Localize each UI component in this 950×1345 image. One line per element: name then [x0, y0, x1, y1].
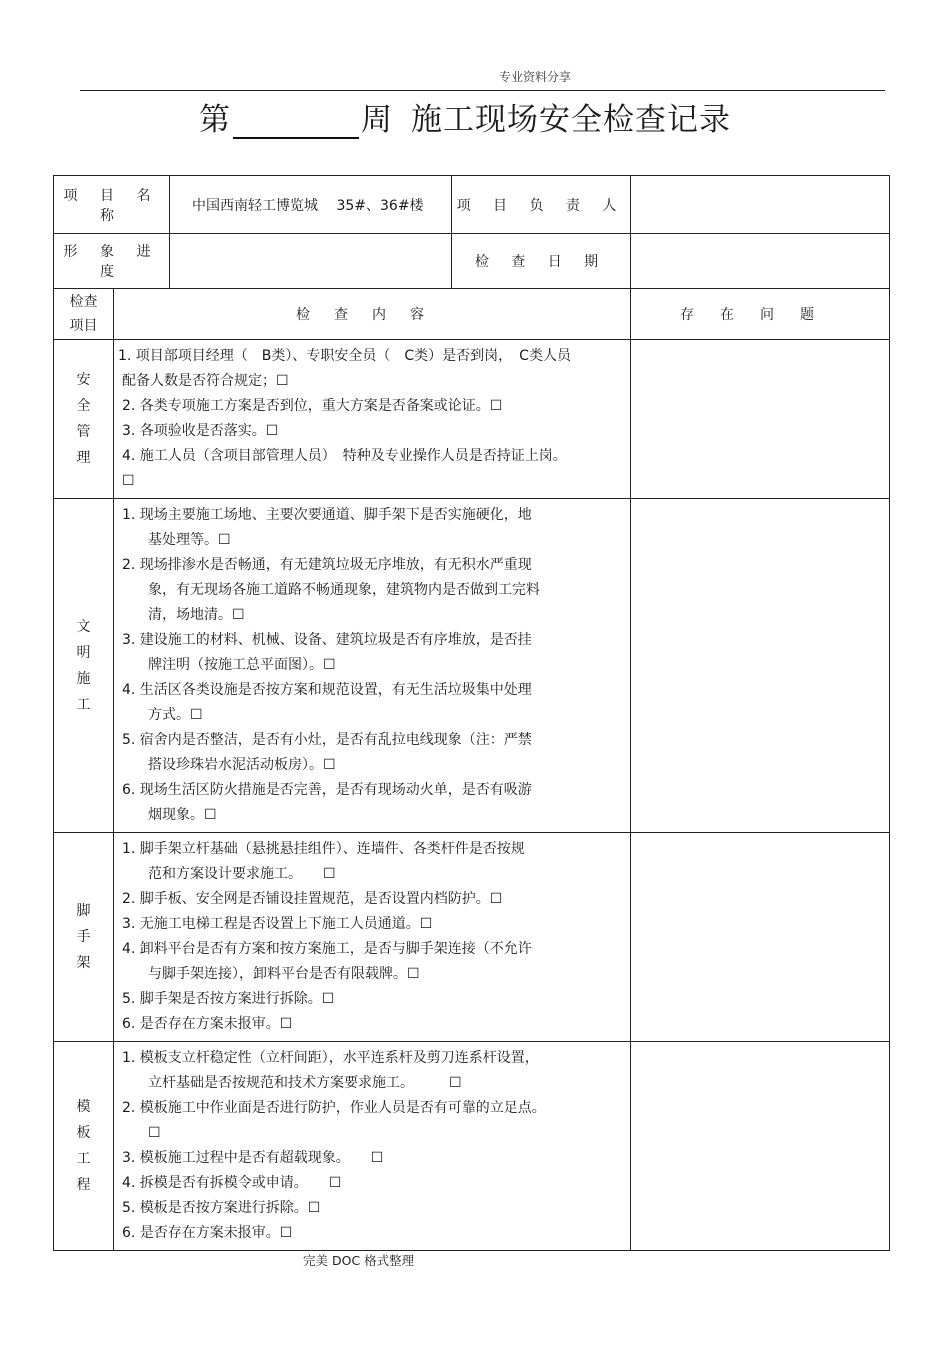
civilized-line[interactable]: 象，有无现场各施工道路不畅通现象，建筑物内是否做到工完料: [148, 582, 540, 598]
title-prefix: 第: [199, 102, 231, 138]
scaffold-category-char: 手: [76, 929, 91, 945]
scaffold-line[interactable]: 6. 是否存在方案未报审。☐: [122, 1016, 293, 1032]
category-header-line2: 项目: [69, 318, 98, 334]
row-column-headers: [54, 289, 890, 340]
formwork-line[interactable]: 2. 模板施工中作业面是否进行防护，作业人员是否有可靠的立足点。: [122, 1100, 546, 1116]
formwork-line[interactable]: ☐: [148, 1125, 161, 1141]
civilized-category-char: 文: [76, 618, 91, 635]
footer-note: 完美 DOC 格式整理: [303, 1253, 415, 1268]
formwork-category-char: 工: [76, 1151, 91, 1167]
civilized-line[interactable]: 方式。☐: [148, 707, 203, 723]
civilized-line[interactable]: 搭设珍珠岩水泥活动板房）。☐: [148, 757, 336, 773]
progress-label: 形 象 进 度: [54, 234, 170, 289]
week-number-blank[interactable]: [233, 103, 359, 139]
formwork-line[interactable]: 3. 模板施工过程中是否有超载现象。 ☐: [122, 1150, 384, 1166]
manager-label: 项 目 负 责 人: [452, 176, 631, 234]
formwork-issues-cell[interactable]: [631, 1042, 890, 1251]
header-note: 专业资料分享: [498, 70, 571, 84]
section-formwork: [54, 1042, 890, 1251]
scaffold-line[interactable]: 4. 卸料平台是否有方案和按方案施工，是否与脚手架连接（不允许: [122, 941, 532, 957]
progress-value[interactable]: [170, 234, 452, 289]
safety-line[interactable]: 1. 项目部项目经理（ B类）、专职安全员（ C类）是否到岗， C类人员: [118, 348, 571, 364]
safety-category-char: 理: [76, 450, 91, 466]
scaffold-line[interactable]: 范和方案设计要求施工。 ☐: [148, 866, 336, 882]
safety-line[interactable]: 4. 施工人员（含项目部管理人员） 特种及专业操作人员是否持证上岗。: [122, 448, 567, 464]
formwork-line[interactable]: 5. 模板是否按方案进行拆除。☐: [122, 1200, 321, 1216]
formwork-category-char: 程: [76, 1177, 91, 1193]
civilized-line[interactable]: 牌注明（按施工总平面图）。☐: [148, 657, 336, 673]
safety-line[interactable]: 3. 各项验收是否落实。☐: [122, 423, 279, 439]
section-scaffold: [54, 833, 890, 1042]
formwork-line[interactable]: 4. 拆模是否有拆模令或申请。 ☐: [122, 1175, 342, 1191]
scaffold-line[interactable]: 3. 无施工电梯工程是否设置上下施工人员通道。☐: [122, 916, 433, 932]
safety-line[interactable]: 配备人数是否符合规定；☐: [122, 373, 289, 389]
scaffold-category-char: 脚: [76, 903, 91, 919]
civilized-items: [114, 499, 631, 833]
project-name-label: 项 目 名 称: [54, 176, 170, 234]
scaffold-line[interactable]: 1. 脚手架立杆基础（悬挑悬挂组件）、连墙件、各类杆件是否按规: [122, 841, 525, 857]
project-name-value[interactable]: 中国西南轻工博览城 35#、36#楼: [170, 176, 452, 234]
issues-header: 存在问题: [631, 289, 890, 340]
scaffold-category: [54, 833, 114, 1042]
row-progress: [54, 234, 890, 289]
page-title: [0, 94, 930, 139]
civilized-category-char: 施: [76, 670, 91, 687]
safety-line[interactable]: 2. 各类专项施工方案是否到位，重大方案是否备案或论证。☐: [122, 398, 503, 414]
formwork-category-char: 板: [76, 1125, 91, 1141]
manager-value[interactable]: [631, 176, 890, 234]
formwork-category: [54, 1042, 114, 1251]
formwork-line[interactable]: 6. 是否存在方案未报审。☐: [122, 1225, 293, 1241]
civilized-line[interactable]: 基处理等。☐: [148, 532, 231, 548]
content-header: 检查内容: [114, 289, 631, 340]
safety-line[interactable]: ☐: [122, 473, 135, 489]
civilized-line[interactable]: 清，场地清。☐: [148, 607, 245, 623]
formwork-items: [114, 1042, 631, 1251]
section-civilized: [54, 499, 890, 833]
safety-category-char: 管: [76, 424, 91, 440]
header-rule: [80, 90, 885, 91]
title-week: 周: [361, 102, 393, 138]
civilized-line[interactable]: 6. 现场生活区防火措施是否完善，是否有现场动火单，是否有吸游: [122, 782, 532, 798]
civilized-line[interactable]: 5. 宿舍内是否整洁，是否有小灶，是否有乱拉电线现象（注：严禁: [122, 732, 532, 748]
formwork-line[interactable]: 1. 模板支立杆稳定性（立杆间距），水平连系杆及剪刀连系杆设置，: [122, 1050, 539, 1066]
formwork-category-char: 模: [76, 1099, 91, 1115]
safety-category: [54, 340, 114, 499]
civilized-category-char: 明: [76, 644, 91, 661]
civilized-line[interactable]: 3. 建设施工的材料、机械、设备、建筑垃圾是否有序堆放，是否挂: [122, 632, 532, 648]
inspection-table: [53, 175, 890, 1251]
safety-category-char: 安: [76, 372, 91, 388]
category-header: [54, 289, 114, 340]
safety-items: [114, 340, 631, 499]
category-header-line1: 检查: [69, 294, 98, 310]
section-safety: [54, 340, 890, 499]
safety-issues-cell[interactable]: [631, 340, 890, 499]
scaffold-issues-cell[interactable]: [631, 833, 890, 1042]
civilized-category-char: 工: [76, 696, 91, 713]
date-value[interactable]: [631, 234, 890, 289]
scaffold-items: [114, 833, 631, 1042]
civilized-category: [54, 499, 114, 833]
civilized-line[interactable]: 4. 生活区各类设施是否按方案和规范设置，有无生活垃圾集中处理: [122, 682, 532, 698]
date-label: 检 查 日 期: [452, 234, 631, 289]
civilized-issues-cell[interactable]: [631, 499, 890, 833]
row-project-name: [54, 176, 890, 234]
civilized-line[interactable]: 2. 现场排渗水是否畅通，有无建筑垃圾无序堆放，有无积水严重现: [122, 557, 532, 573]
formwork-line[interactable]: 立杆基础是否按规范和技术方案要求施工。 ☐: [148, 1075, 462, 1091]
safety-category-char: 全: [76, 398, 91, 414]
civilized-line[interactable]: 烟现象。☐: [148, 807, 217, 823]
scaffold-line[interactable]: 与脚手架连接），卸料平台是否有限载牌。☐: [148, 966, 420, 982]
scaffold-line[interactable]: 5. 脚手架是否按方案进行拆除。☐: [122, 991, 335, 1007]
scaffold-line[interactable]: 2. 脚手板、安全网是否铺设挂置规范，是否设置内档防护。☐: [122, 891, 503, 907]
title-main: 施工现场安全检查记录: [411, 102, 731, 138]
scaffold-category-char: 架: [76, 955, 91, 971]
civilized-line[interactable]: 1. 现场主要施工场地、主要次要通道、脚手架下是否实施硬化，地: [122, 507, 532, 523]
